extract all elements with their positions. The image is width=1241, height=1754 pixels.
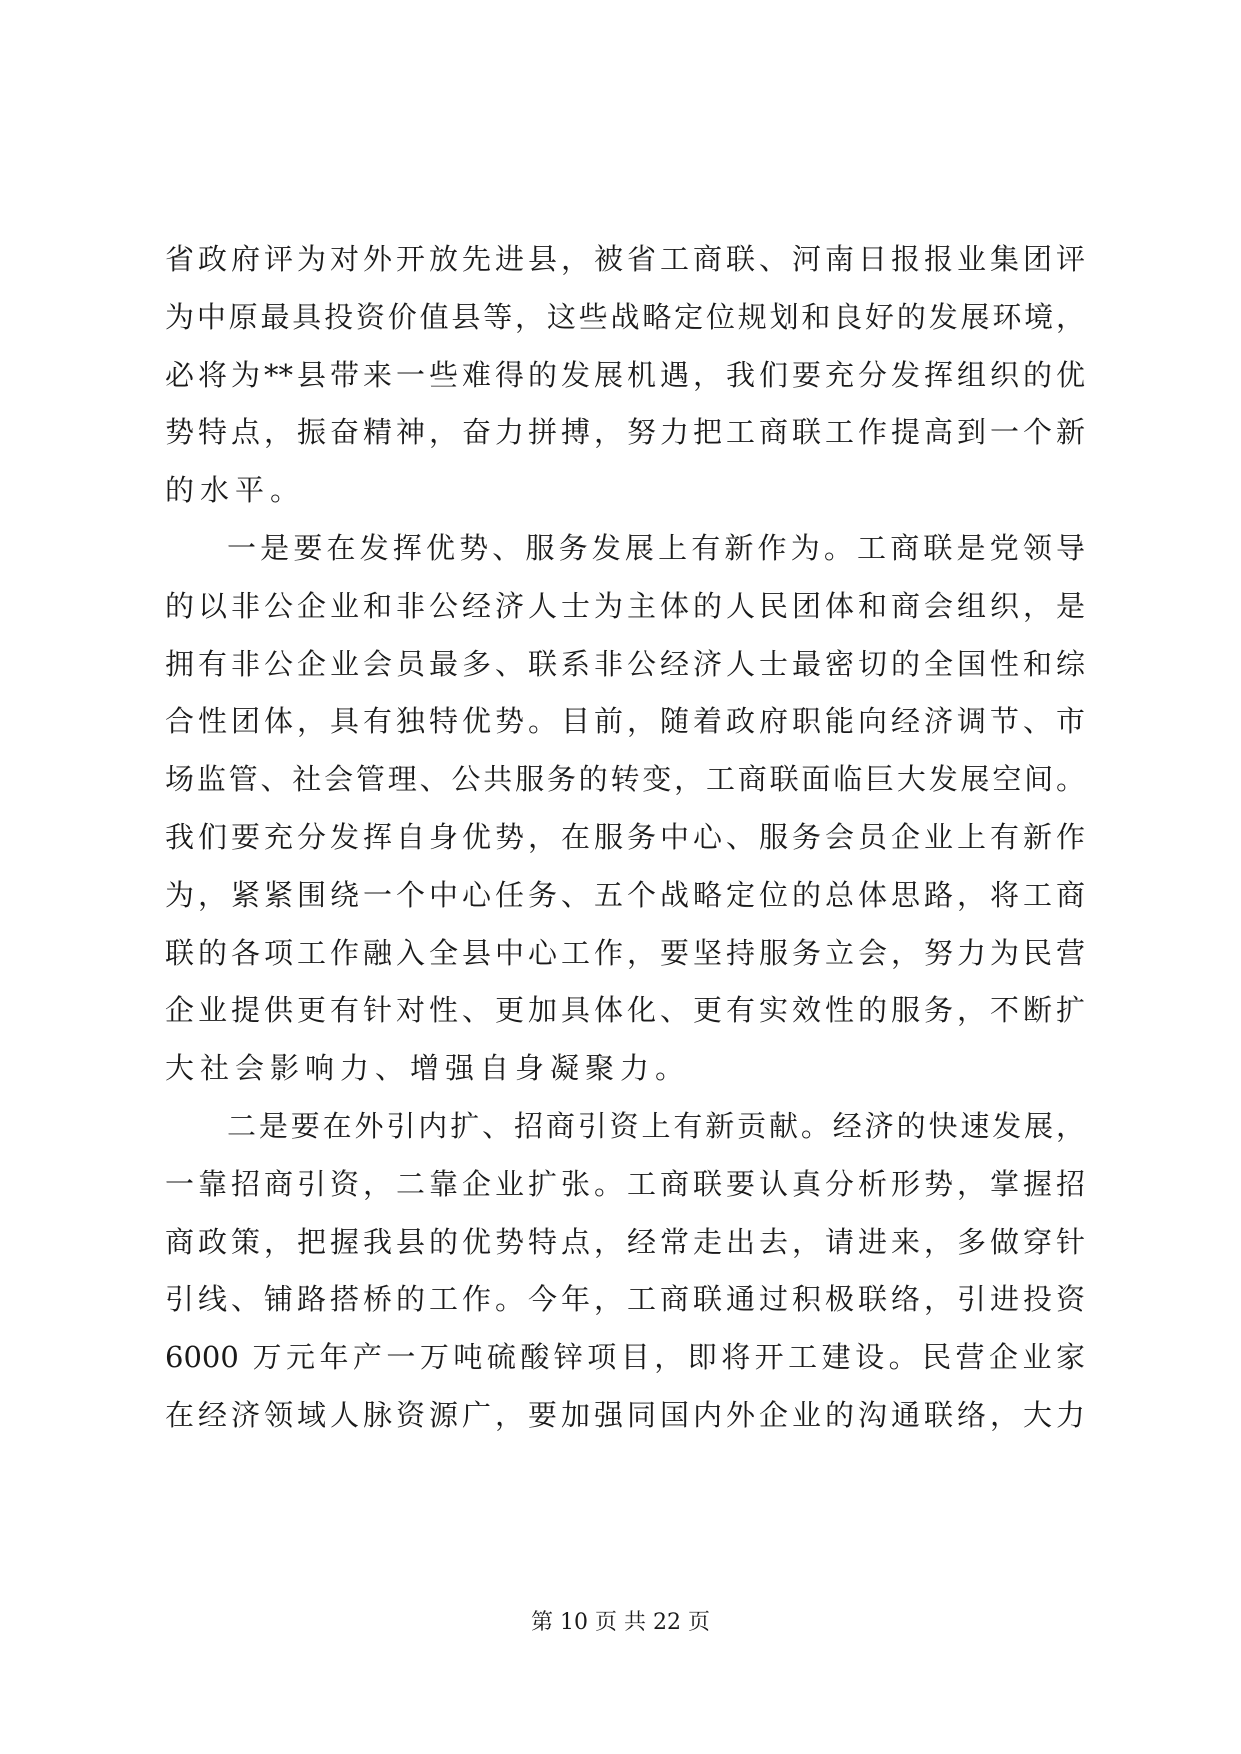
- text-line: 必将为**县带来一些难得的发展机遇，我们要充分发挥组织的优: [165, 357, 1085, 392]
- text-line: 场监管、社会管理、公共服务的转变，工商联面临巨大发展空间。: [165, 762, 1085, 797]
- text-line: 的以非公企业和非公经济人士为主体的人民团体和商会组织，是: [165, 588, 1085, 623]
- text-line: 拥有非公企业会员最多、联系非公经济人士最密切的全国性和综: [165, 646, 1085, 681]
- text-line: 为中原最具投资价值县等，这些战略定位规划和良好的发展环境，: [165, 299, 1085, 334]
- text-line: 企业提供更有针对性、更加具体化、更有实效性的服务，不断扩: [165, 993, 1085, 1028]
- text-line: 6000 万元年产一万吨硫酸锌项目，即将开工建设。民营企业家: [165, 1340, 1085, 1375]
- paragraph-first-line: 二是要在外引内扩、招商引资上有新贡献。经济的快速发展，: [227, 1108, 1085, 1143]
- body-text: [165, 231, 1085, 1445]
- text-line: 一靠招商引资，二靠企业扩张。工商联要认真分析形势，掌握招: [165, 1166, 1085, 1201]
- text-line: 商政策，把握我县的优势特点，经常走出去，请进来，多做穿针: [165, 1224, 1085, 1259]
- text-line: 势特点，振奋精神，奋力拼搏，努力把工商联工作提高到一个新: [165, 415, 1085, 450]
- text-line: 联的各项工作融入全县中心工作，要坚持服务立会，努力为民营: [165, 935, 1085, 970]
- text-line: 省政府评为对外开放先进县，被省工商联、河南日报报业集团评: [165, 242, 1085, 276]
- text-line: 在经济领域人脉资源广，要加强同国内外企业的沟通联络，大力: [165, 1397, 1085, 1432]
- paragraph-first-line: 一是要在发挥优势、服务发展上有新作为。工商联是党领导: [227, 530, 1085, 565]
- text-line: 我们要充分发挥自身优势，在服务中心、服务会员企业上有新作: [165, 819, 1085, 854]
- page-number-footer: 第 10 页 共 22 页: [531, 1610, 710, 1635]
- text-line: 的水平。: [165, 473, 306, 508]
- text-line: 合性团体，具有独特优势。目前，随着政府职能向经济调节、市: [165, 704, 1085, 739]
- text-line: 引线、铺路搭桥的工作。今年，工商联通过积极联络，引进投资: [165, 1282, 1085, 1317]
- text-line: 大社会影响力、增强自身凝聚力。: [165, 1051, 691, 1086]
- text-line: 为，紧紧围绕一个中心任务、五个战略定位的总体思路，将工商: [165, 877, 1085, 912]
